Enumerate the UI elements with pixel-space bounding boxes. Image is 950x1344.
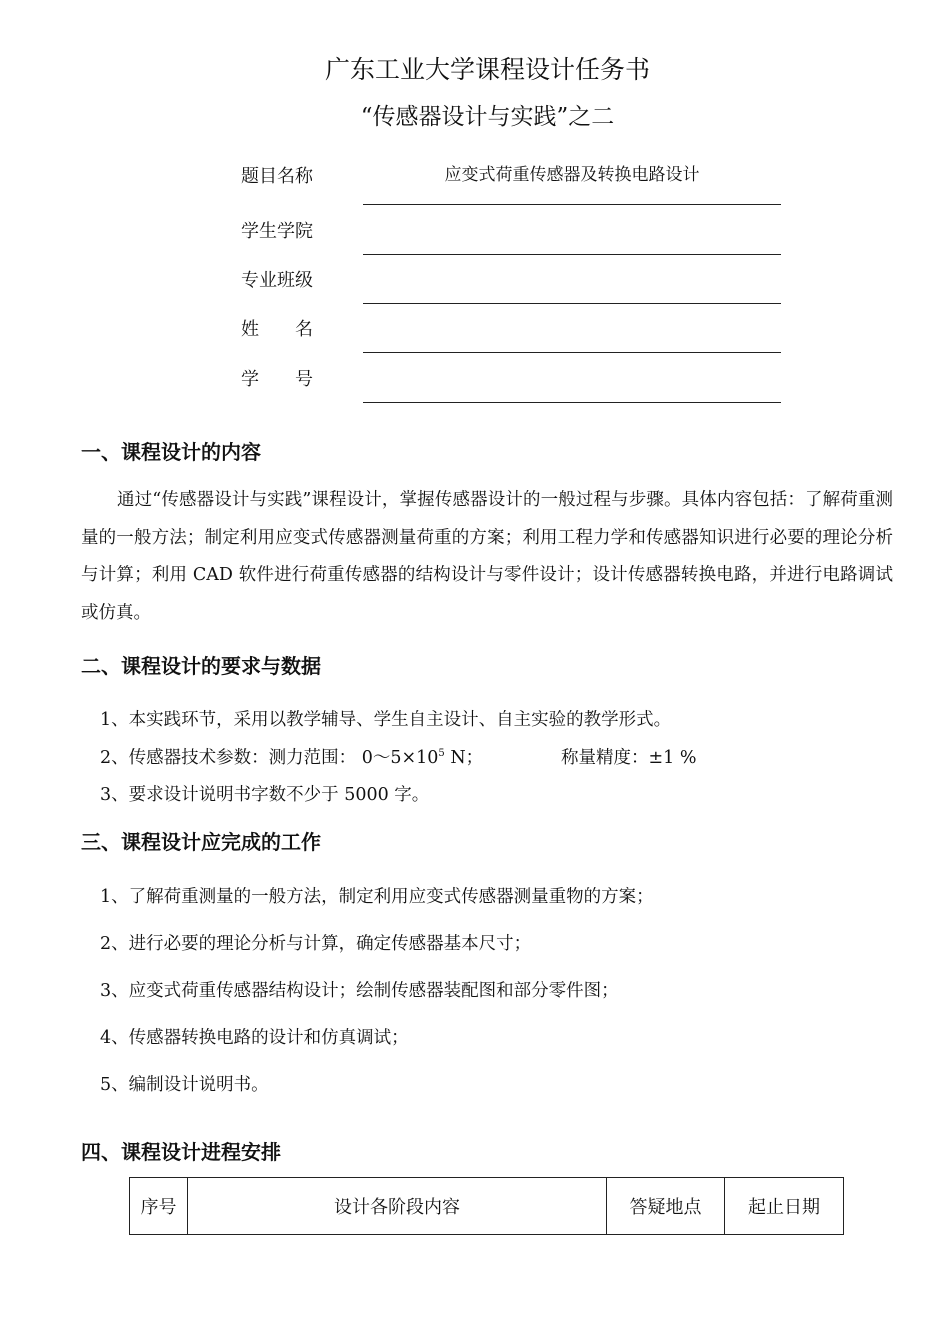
major-underline — [363, 303, 781, 304]
section3-heading: 三、课程设计应完成的工作 — [81, 830, 321, 854]
section1-heading: 一、课程设计的内容 — [81, 440, 261, 464]
college-underline — [363, 254, 781, 255]
range-unit: N； — [444, 748, 484, 768]
header-cell-location: 答疑地点 — [607, 1178, 725, 1235]
name-underline — [363, 352, 781, 353]
header-cell-index: 序号 — [130, 1178, 188, 1235]
work-item-3: 3、应变式荷重传感器结构设计；绘制传感器装配图和部分零件图； — [100, 981, 619, 1001]
work-item-5: 5、编制设计说明书。 — [100, 1075, 269, 1095]
section2-heading: 二、课程设计的要求与数据 — [81, 654, 321, 678]
document-title: 广东工业大学课程设计任务书 — [324, 55, 650, 84]
topic-value: 应变式荷重传感器及转换电路设计 — [444, 165, 700, 185]
requirement-item-2-accuracy: 称量精度：±1 % — [561, 748, 697, 768]
document-subtitle: “传感器设计与实践”之二 — [360, 104, 615, 130]
schedule-table — [129, 1177, 844, 1235]
work-item-2: 2、进行必要的理论分析与计算，确定传感器基本尺寸； — [100, 934, 532, 954]
requirement-item-1: 1、本实践环节，采用以教学辅导、学生自主设计、自主实验的教学形式。 — [100, 710, 672, 730]
requirement-item-2-range: 2、传感器技术参数：测力范围： 0～5×10 — [100, 748, 439, 768]
schedule-table-header-row — [130, 1178, 844, 1235]
college-label: 学生学院 — [241, 221, 313, 242]
section4-heading: 四、课程设计进程安排 — [81, 1140, 281, 1164]
topic-label: 题目名称 — [241, 166, 313, 187]
name-label: 姓 名 — [241, 319, 313, 340]
header-cell-dates: 起止日期 — [725, 1178, 844, 1235]
requirement-item-2 — [100, 744, 483, 769]
requirement-item-3: 3、要求设计说明书字数不少于 5000 字。 — [100, 785, 430, 805]
section1-paragraph: 通过“传感器设计与实践”课程设计，掌握传感器设计的一般过程与步骤。具体内容包括：了解荷重测量的一般方法；制定利用应变式传感器测量荷重的方案；利用工程力学和传感器知识进行必要的理论分析与计算；利用 CAD 软件进行荷重传感器的结构设计与零件设计；设计传感器转换电路，并进行电路调试或仿真。 — [81, 490, 893, 623]
work-item-1: 1、了解荷重测量的一般方法，制定利用应变式传感器测量重物的方案； — [100, 887, 654, 907]
topic-underline — [363, 204, 781, 205]
work-item-4: 4、传感器转换电路的设计和仿真调试； — [100, 1028, 409, 1048]
header-cell-content: 设计各阶段内容 — [188, 1178, 607, 1235]
student-id-underline — [363, 402, 781, 403]
student-id-label: 学 号 — [241, 369, 313, 390]
major-label: 专业班级 — [241, 270, 313, 291]
range-exponent: 5 — [438, 748, 445, 759]
